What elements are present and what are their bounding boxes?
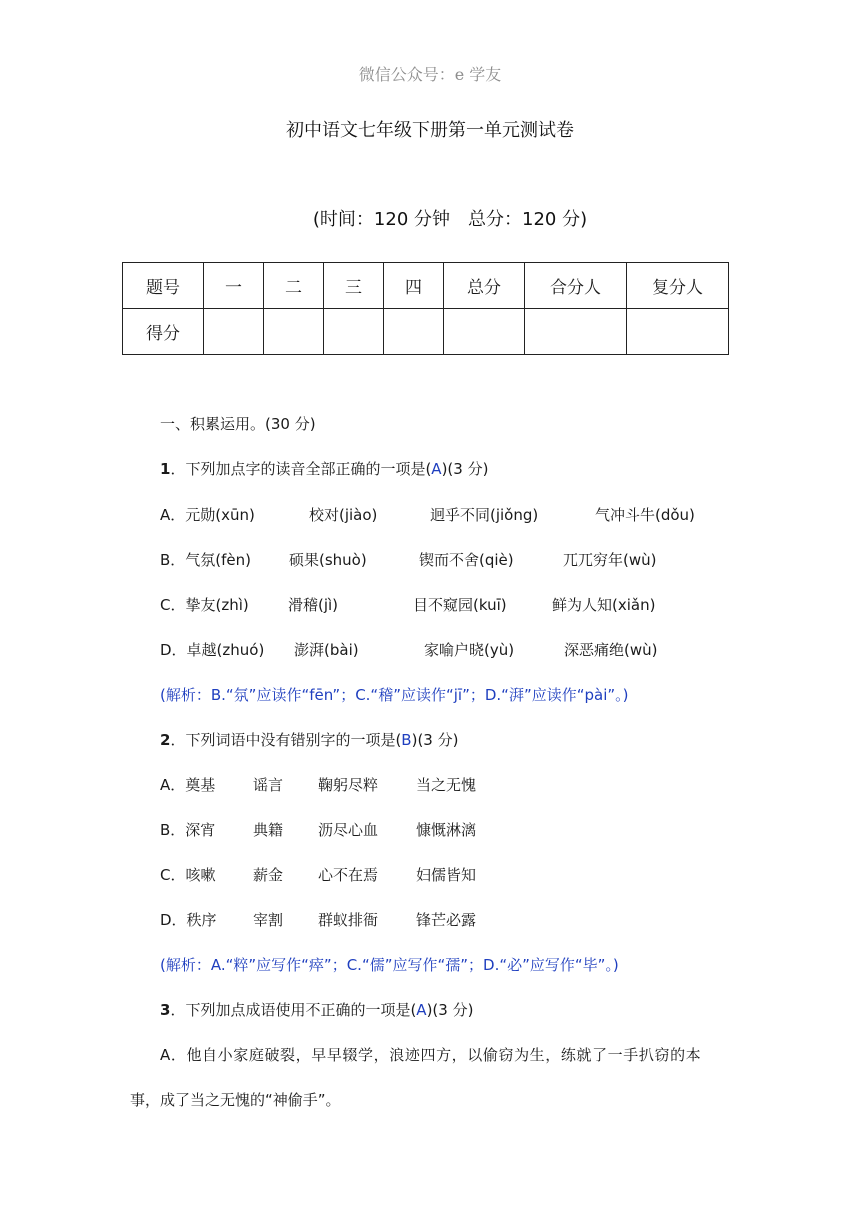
option-item: 群蚁排衙 bbox=[318, 911, 379, 929]
option-item: 硕果(shuò) bbox=[289, 551, 367, 569]
question-stem: ．下列词语中没有错别字的一项是( bbox=[170, 731, 402, 749]
option-item: 典籍 bbox=[253, 821, 284, 839]
option-item: 鲜为人知(xiǎn) bbox=[552, 596, 656, 614]
option-item: 锋芒必露 bbox=[416, 911, 477, 929]
option-item: D．卓越(zhuó) bbox=[160, 641, 265, 659]
question-3 bbox=[160, 999, 473, 1020]
header-cell: 三 bbox=[324, 263, 384, 309]
question-number: 2 bbox=[160, 731, 171, 749]
option-item: 薪金 bbox=[253, 866, 284, 884]
option-item: 锲而不舍(qiè) bbox=[419, 551, 514, 569]
score-cell[interactable] bbox=[444, 309, 525, 355]
option-item: 气冲斗牛(dǒu) bbox=[595, 506, 695, 524]
header-cell: 合分人 bbox=[525, 263, 627, 309]
option-item: 宰割 bbox=[253, 911, 284, 929]
option-item: 深恶痛绝(wù) bbox=[564, 641, 658, 659]
score-cell[interactable] bbox=[264, 309, 324, 355]
header-cell: 题号 bbox=[123, 263, 204, 309]
score-table-header-row bbox=[123, 263, 729, 309]
analysis-note: (解析：A.“粹”应写作“瘁”；C.“儒”应写作“孺”；D.“必”应写作“毕”。) bbox=[160, 956, 619, 974]
score-cell[interactable] bbox=[384, 309, 444, 355]
option-a-line-2: 事，成了当之无愧的“神偷手”。 bbox=[130, 1091, 341, 1109]
question-stem: ．下列加点字的读音全部正确的一项是( bbox=[170, 460, 432, 478]
row-label-cell: 得分 bbox=[123, 309, 204, 355]
header-cell: 二 bbox=[264, 263, 324, 309]
question-2 bbox=[160, 729, 458, 750]
header-cell: 四 bbox=[384, 263, 444, 309]
option-item: 目不窥园(kuī) bbox=[413, 596, 507, 614]
question-points: )(3 分) bbox=[411, 731, 459, 749]
question-points: )(3 分) bbox=[426, 1001, 474, 1019]
question-stem: ．下列加点成语使用不正确的一项是( bbox=[170, 1001, 417, 1019]
option-item: A．奠基 bbox=[160, 776, 216, 794]
option-item: 鞠躬尽粹 bbox=[318, 776, 379, 794]
option-item: 澎湃(bài) bbox=[294, 641, 359, 659]
exam-time-and-score: (时间：120 分钟 总分：120 分) bbox=[312, 209, 588, 230]
option-item: A．元勋(xūn) bbox=[160, 506, 255, 524]
question-number: 3 bbox=[160, 1001, 171, 1019]
option-item: D．秩序 bbox=[160, 911, 217, 929]
option-item: 妇儒皆知 bbox=[416, 866, 477, 884]
answer: A bbox=[416, 1001, 427, 1019]
score-table-score-row bbox=[123, 309, 729, 355]
header-cell: 复分人 bbox=[627, 263, 729, 309]
question-1 bbox=[160, 458, 488, 479]
question-points: )(3 分) bbox=[441, 460, 489, 478]
option-item: 慷慨淋漓 bbox=[416, 821, 477, 839]
option-item: C．咳嗽 bbox=[160, 866, 216, 884]
option-item: 沥尽心血 bbox=[318, 821, 379, 839]
option-item: 心不在焉 bbox=[318, 866, 379, 884]
answer: B bbox=[401, 731, 412, 749]
score-cell[interactable] bbox=[204, 309, 264, 355]
option-item: B．深宵 bbox=[160, 821, 216, 839]
question-number: 1 bbox=[160, 460, 171, 478]
option-item: 兀兀穷年(wù) bbox=[563, 551, 657, 569]
option-item: 家喻户晓(yù) bbox=[424, 641, 515, 659]
score-table bbox=[122, 262, 729, 355]
answer: A bbox=[431, 460, 442, 478]
option-item: C．挚友(zhì) bbox=[160, 596, 249, 614]
option-item: B．气氛(fèn) bbox=[160, 551, 252, 569]
option-item: 当之无愧 bbox=[416, 776, 477, 794]
analysis-note: (解析：B.“氛”应读作“fēn”；C.“稽”应读作“jī”；D.“湃”应读作“pài”。) bbox=[160, 686, 629, 704]
header-cell: 总分 bbox=[444, 263, 525, 309]
option-item: 谣言 bbox=[253, 776, 284, 794]
score-cell[interactable] bbox=[627, 309, 729, 355]
option-item: 迥乎不同(jiǒng) bbox=[430, 506, 539, 524]
watermark: 微信公众号：e 学友 bbox=[358, 65, 502, 84]
score-cell[interactable] bbox=[525, 309, 627, 355]
option-item: 滑稽(jì) bbox=[288, 596, 339, 614]
option-item: 校对(jiào) bbox=[309, 506, 378, 524]
score-cell[interactable] bbox=[324, 309, 384, 355]
header-cell: 一 bbox=[204, 263, 264, 309]
option-a-line-1: A．他自小家庭破裂，早早辍学，浪迹四方，以偷窃为生，练就了一手扒窃的本 bbox=[160, 1046, 702, 1064]
section-heading: 一、积累运用。(30 分) bbox=[160, 415, 316, 433]
document-title: 初中语文七年级下册第一单元测试卷 bbox=[286, 120, 574, 141]
